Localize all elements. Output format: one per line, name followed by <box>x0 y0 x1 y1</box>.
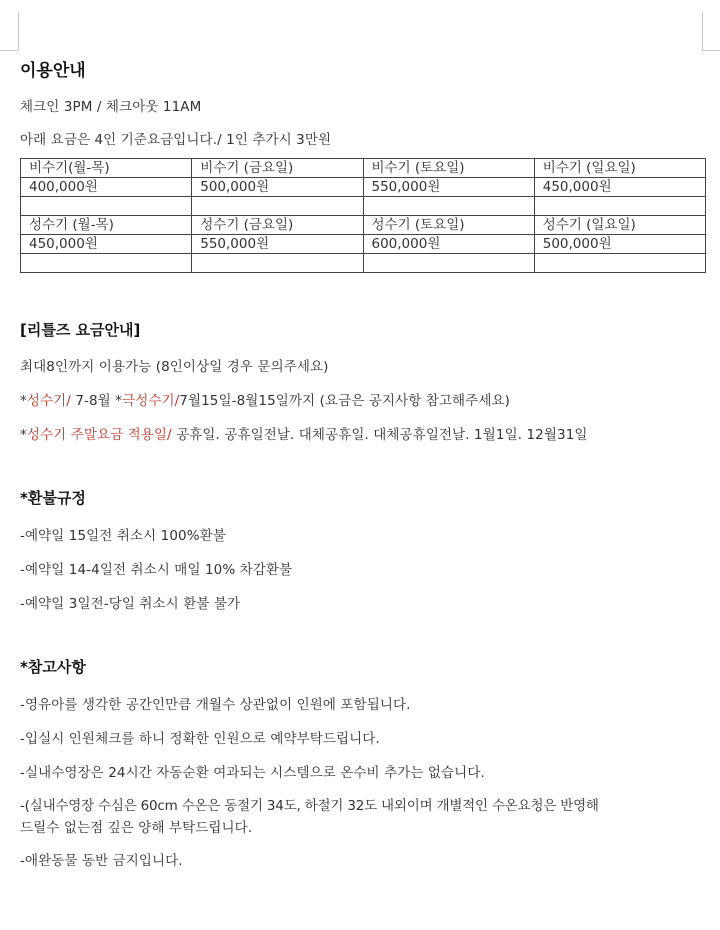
max-guests-text: 최대8인까지 이용가능 (8인이상일 경우 문의주세요) <box>20 359 329 375</box>
table-cell: 500,000원 <box>192 178 363 197</box>
notes-item: -애완동물 동반 금지입니다. <box>20 853 183 869</box>
notes-item: -입실시 인원체크를 하니 정확한 인원으로 예약부탁드립니다. <box>20 731 380 747</box>
checkin-text: 체크인 3PM / 체크아웃 11AM <box>20 99 202 115</box>
table-row <box>21 178 706 197</box>
table-cell: 400,000원 <box>21 178 192 197</box>
table-cell: 성수기 (금요일) <box>192 216 363 235</box>
table-cell: 성수기 (월-목) <box>21 216 192 235</box>
refund-item: -예약일 3일전-당일 취소시 환불 불가 <box>20 596 241 612</box>
crop-mark-left <box>18 12 19 50</box>
table-cell <box>363 254 534 273</box>
usage-title: 이용안내 <box>20 61 86 81</box>
star-mark: * <box>20 427 27 443</box>
peak-season-line <box>20 389 510 409</box>
rate-table <box>20 158 706 273</box>
weekend-rate-text: 공휴일. 공휴일전날. 대체공휴일. 대체공휴일전날. 1월1일. 12월31일 <box>171 427 588 443</box>
crop-mark-right <box>702 12 703 50</box>
table-cell: 성수기 (토요일) <box>363 216 534 235</box>
super-peak-text: 7월15일-8월15일까지 (요금은 공지사항 참고해주세요) <box>179 393 510 409</box>
table-cell: 비수기 (일요일) <box>534 159 705 178</box>
pricing-title: [리틀즈 요금안내] <box>20 321 141 339</box>
rate-note: 아래 요금은 4인 기준요금입니다./ 1인 추가시 3만원 <box>20 132 332 148</box>
table-cell <box>21 197 192 216</box>
refund-title: *환불규정 <box>20 489 86 507</box>
super-peak-label: 극성수기/ <box>122 393 180 409</box>
table-cell <box>534 197 705 216</box>
table-cell: 500,000원 <box>534 235 705 254</box>
peak-text: 7-8월 * <box>70 393 123 409</box>
weekend-rate-label: 성수기 주말요금 적용일/ <box>26 427 172 443</box>
table-cell: 550,000원 <box>363 178 534 197</box>
star-mark: * <box>20 393 27 409</box>
crop-mark-left-horizontal <box>0 50 18 51</box>
table-cell <box>363 197 534 216</box>
table-cell <box>534 254 705 273</box>
peak-label: 성수기/ <box>26 393 71 409</box>
table-cell <box>21 254 192 273</box>
weekend-rate-line <box>20 423 588 443</box>
table-row <box>21 254 706 273</box>
table-row <box>21 216 706 235</box>
notes-item: -(실내수영장 수심은 60cm 수온은 동절기 34도, 하절기 32도 내외이며 개별적인 수온요청은 반영해 <box>20 798 599 814</box>
table-cell: 550,000원 <box>192 235 363 254</box>
refund-item: -예약일 14-4일전 취소시 매일 10% 차감환불 <box>20 562 293 578</box>
crop-mark-right-horizontal <box>702 50 720 51</box>
table-row <box>21 235 706 254</box>
table-cell: 450,000원 <box>534 178 705 197</box>
table-cell <box>192 197 363 216</box>
notes-item: -실내수영장은 24시간 자동순환 여과되는 시스템으로 온수비 추가는 없습니다. <box>20 765 485 781</box>
table-row <box>21 159 706 178</box>
table-cell: 비수기(월-목) <box>21 159 192 178</box>
notes-title: *참고사항 <box>20 658 86 676</box>
table-cell: 450,000원 <box>21 235 192 254</box>
table-row <box>21 197 706 216</box>
table-cell <box>192 254 363 273</box>
table-cell: 비수기 (토요일) <box>363 159 534 178</box>
table-cell: 비수기 (금요일) <box>192 159 363 178</box>
refund-item: -예약일 15일전 취소시 100%환불 <box>20 528 226 544</box>
table-cell: 성수기 (일요일) <box>534 216 705 235</box>
notes-item: -영유아를 생각한 공간인만큼 개월수 상관없이 인원에 포함됩니다. <box>20 697 411 713</box>
table-cell: 600,000원 <box>363 235 534 254</box>
notes-item-continued: 드릴수 없는점 깊은 양해 부탁드립니다. <box>20 820 253 836</box>
